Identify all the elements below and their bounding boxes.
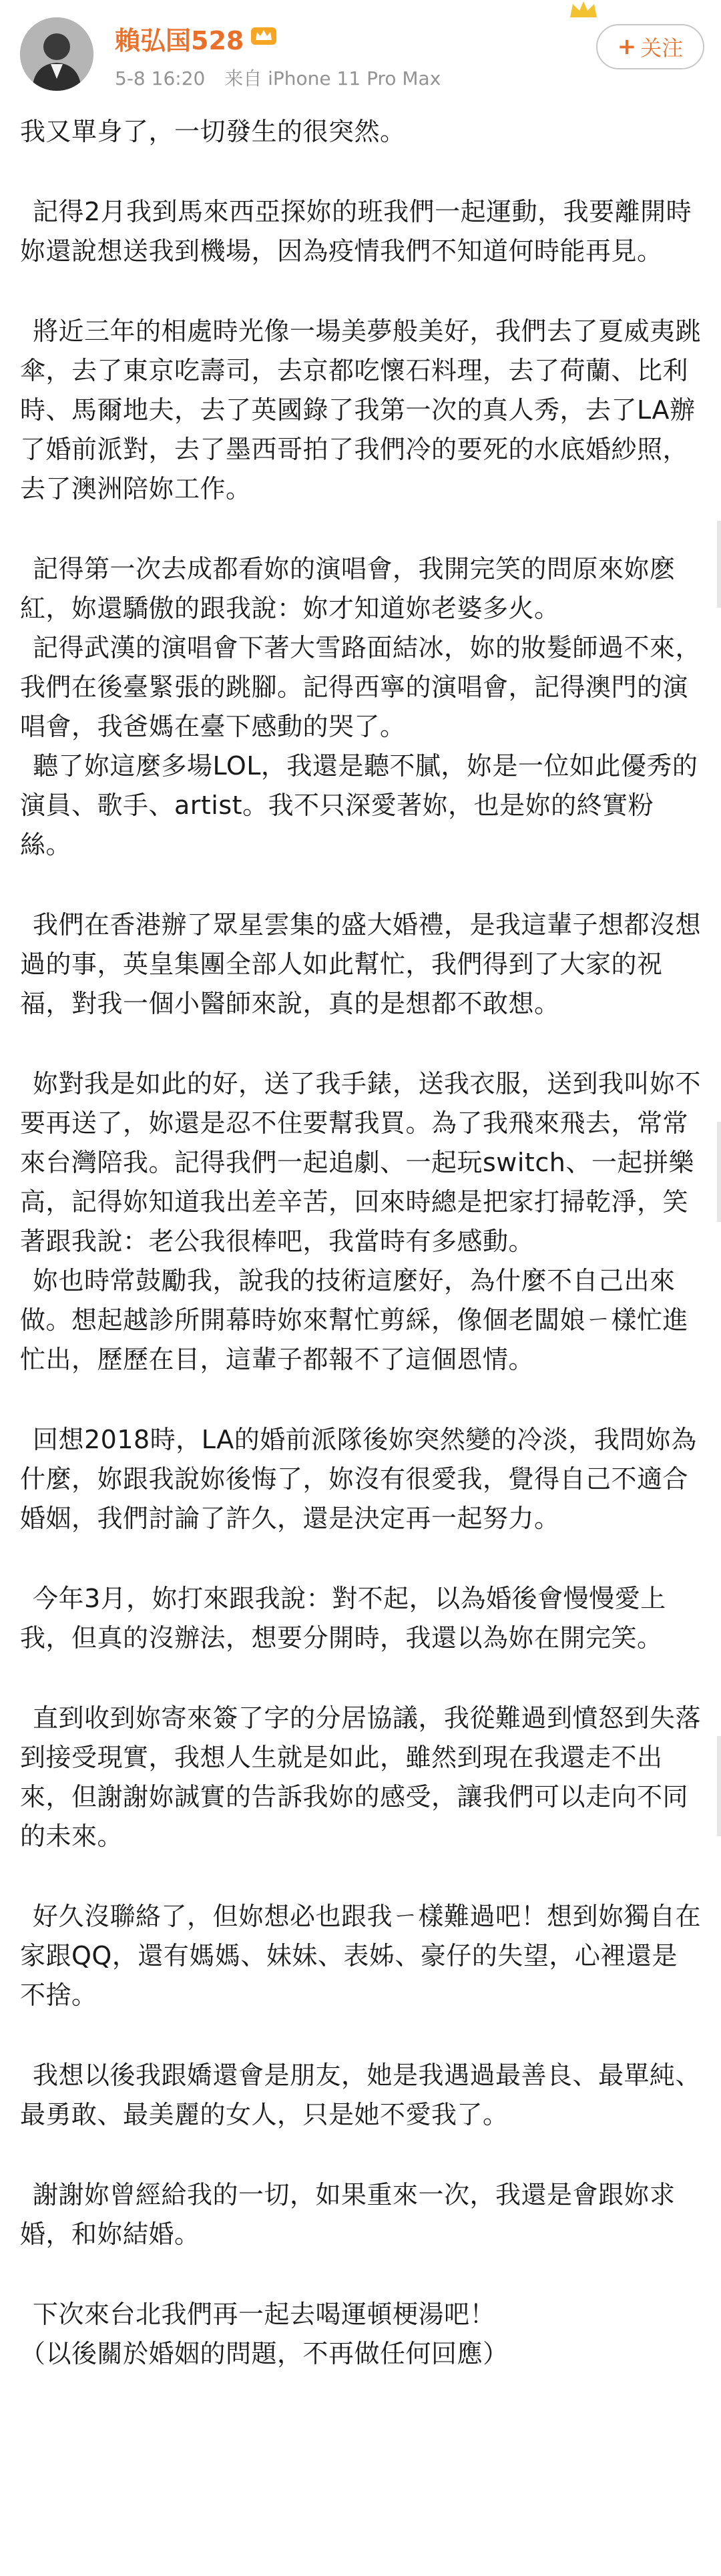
username[interactable]: 賴弘国528 bbox=[115, 26, 244, 55]
vip-crown-badge-icon bbox=[250, 24, 277, 45]
paragraph: 將近三年的相處時光像一場美夢般美好，我們去了夏威夷跳傘，去了東京吃壽司，去京都吃懷石料理，去了荷蘭、比利時、馬爾地夫，去了英國錄了我第一次的真人秀，去了LA辦了婚前派對，去了墨西哥拍了我們冷的要死的水底婚紗照，去了澳洲陪妳工作。 bbox=[20, 316, 702, 503]
paragraph: 我想以後我跟嬌還會是朋友，她是我遇過最善良、最單純、最勇敢、最美麗的女人，只是她不愛我了。 bbox=[20, 2061, 702, 2129]
paragraph: 妳也時常鼓勵我，說我的技術這麼好，為什麼不自己出來做。想起越診所開幕時妳來幫忙剪綵，像個老闆娘ㄧ樣忙進忙出，歷歷在目，這輩子都報不了這個恩情。 bbox=[20, 1266, 689, 1374]
paragraph: 記得第一次去成都看妳的演唱會，我開完笑的問原來妳麽紅，妳還驕傲的跟我說：妳才知道妳老婆多火。 bbox=[20, 554, 676, 623]
follow-button[interactable] bbox=[596, 24, 704, 69]
scrollbar[interactable] bbox=[717, 1122, 721, 1222]
plus-icon: + bbox=[617, 33, 637, 60]
paragraph: 回想2018時，LA的婚前派隊後妳突然變的冷淡，我問妳為什麼，妳跟我說妳後悔了，妳沒有很愛我，覺得自己不適合婚姻，我們討論了許久，還是決定再一起努力。 bbox=[20, 1425, 697, 1533]
post-header bbox=[0, 0, 721, 107]
avatar[interactable] bbox=[20, 17, 93, 91]
scrollbar[interactable] bbox=[717, 1736, 721, 1836]
paragraph: 我又單身了，一切發生的很突然。 bbox=[20, 117, 406, 146]
post-date: 5-8 16:20 bbox=[115, 67, 206, 89]
paragraph: 記得武漢的演唱會下著大雪路面結冰，妳的妝髮師過不來，我們在後臺緊張的跳腳。記得西寧的演唱會，記得澳門的演唱會，我爸媽在臺下感動的哭了。 bbox=[20, 633, 702, 741]
paragraph: 聽了妳這麼多場LOL，我還是聽不膩，妳是一位如此優秀的演員、歌手、artist。我不只深愛著妳，也是妳的終實粉絲。 bbox=[20, 751, 698, 859]
paragraph: 記得2月我到馬來西亞探妳的班我們一起運動，我要離開時妳還說想送我到機場，因為疫情我們不知道何時能再見。 bbox=[20, 197, 692, 266]
follow-label: 关注 bbox=[640, 35, 684, 61]
post-meta bbox=[115, 64, 454, 91]
paragraph: 妳對我是如此的好，送了我手錶，送我衣服，送到我叫妳不要再送了，妳還是忍不住要幫我買。為了我飛來飛去，常常來台灣陪我。記得我們一起追劇、一起玩switch、一起拼樂高，記得妳知道我出差辛苦，回來時總是把家打掃乾淨，笑著跟我說：老公我很棒吧，我當時有多感動。 bbox=[20, 1069, 702, 1256]
paragraph: 直到收到妳寄來簽了字的分居協議，我從難過到憤怒到失落到接受現實，我想人生就是如此，雖然到現在我還走不出來，但謝謝妳誠實的告訴我妳的感受，讓我們可以走向不同的未來。 bbox=[20, 1703, 702, 1851]
paragraph: 好久沒聯絡了，但妳想必也跟我ㄧ樣難過吧！想到妳獨自在家跟QQ，還有媽媽、妹妹、表姊、豪仔的失望，心裡還是不捨。 bbox=[20, 1902, 702, 2010]
scrollbar[interactable] bbox=[717, 521, 721, 608]
paragraph: 下次來台北我們再一起去喝運頓梗湯吧！ （以後關於婚姻的問題，不再做任何回應） bbox=[20, 2300, 509, 2368]
post-source: 来自 iPhone 11 Pro Max bbox=[224, 67, 441, 89]
paragraph: 謝謝妳曾經給我的一切，如果重來一次，我還是會跟妳求婚，和妳結婚。 bbox=[20, 2180, 676, 2249]
paragraph: 今年3月，妳打來跟我說：對不起，以為婚後會慢慢愛上我，但真的沒辦法，想要分開時，我還以為妳在開完笑。 bbox=[20, 1584, 666, 1653]
crown-icon bbox=[567, 0, 599, 20]
post-body bbox=[20, 112, 701, 2374]
paragraph: 我們在香港辦了眾星雲集的盛大婚禮，是我這輩子想都沒想過的事，英皇集團全部人如此幫忙，我們得到了大家的祝福，對我一個小醫師來說，真的是想都不敢想。 bbox=[20, 910, 702, 1018]
